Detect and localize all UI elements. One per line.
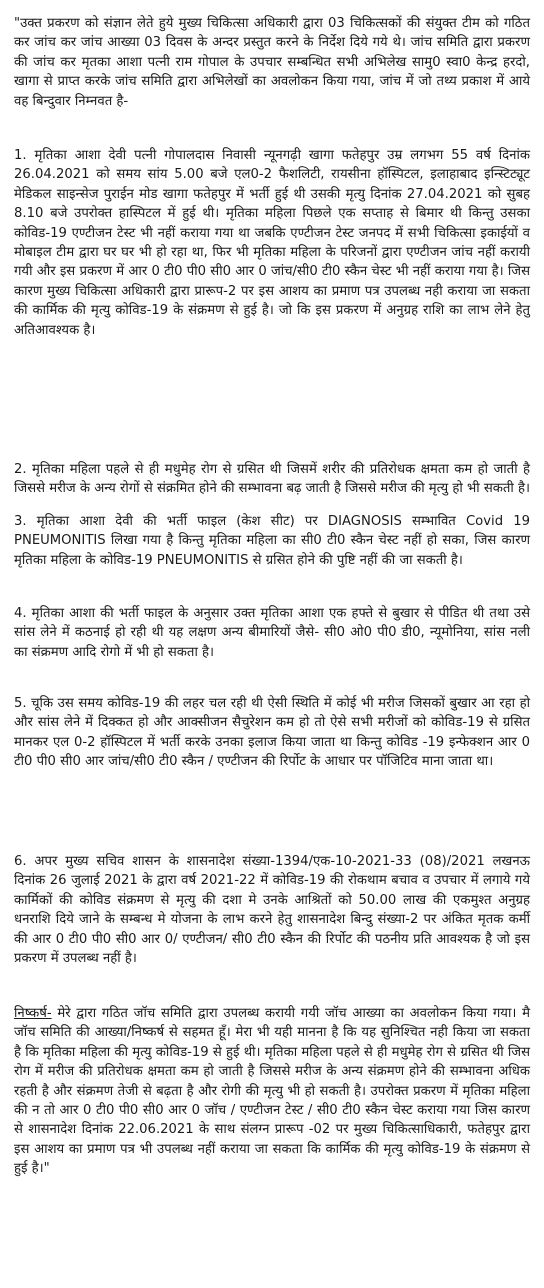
conclusion-label: निष्कर्ष- [14, 1006, 52, 1021]
conclusion-paragraph [14, 1004, 530, 1179]
point-3-paragraph: 3. मृतिका आशा देवी की भर्ती फाइल (केश सीट) पर DIAGNOSIS सम्भावित Covid 19 PNEUMONITIS लिखा गया है किन्तु मृतिका महिला का सी0 टी0 स्कैन चेस्ट नहीं हो सका, जिस कारण मृतिका महिला के कोविड-19 PNEUMONITIS से ग्रसित होने की पुष्टि नहीं की जा सकती है। [14, 514, 530, 568]
intro-paragraph: "उक्त प्रकरण को संज्ञान लेते हुये मुख्य चिकित्सा अधिकारी द्वारा 03 चिकित्सकों की संयुक्त टीम को गठित कर जांच कर जांच आख्या 03 दिवस के अन्दर प्रस्तुत करने के निर्देश दिये गये थे। जांच समिति द्वारा प्रकरण की जांच कर मृतका आशा पत्नी राम गोपाल के उपचार सम्बन्धित सभी अभिलेख सामु0 स्वा0 केन्द्र हरदो, खागा से प्राप्त करके जांच समिति द्वारा अभिलेखों का अवलोकन किया गया, जांच में जो तथ्य प्रकाश में आये वह बिन्दुवार निम्नवत है- [14, 16, 530, 109]
point-1-paragraph: 1. मृतिका आशा देवी पत्नी गोपालदास निवासी न्यूनगढ़ी खागा फतेहपुर उम्र लगभग 55 वर्ष दिनांक 26.04.2021 को समय सांय 5.00 बजे एल0-2 फैशलिटी, रायसीना हॉस्पिटल, इलाहाबाद इन्स्टिट्यूट मेडिकल साइन्सेज पुराईन मोड खागा फतेहपुर में भर्ती हुई थी उसकी मृत्यु दिनांक 27.04.2021 को सुबह 8.10 बजे उपरोक्त हास्पिटल में हुई थी। मृतिका महिला पिछले एक सप्ताह से बिमार थी किन्तु उसका कोविड-19 एण्टीजन टेस्ट भी नहीं कराया गया था जबकि एण्टीजन टेस्ट जनपद में सभी चिकित्सा इकाईयों व मोबाइल टीम द्वारा घर घर भी हो रहा था, फिर भी मृतिका महिला के परिजनों द्वारा एण्टीजन जांच नहीं करायी गयी और इस प्रकरण में आर 0 टी0 पी0 सी0 आर 0 जांच/सी0 टी0 स्कैन चेस्ट भी नहीं कराया गया है। जिस कारण मुख्य चिकित्सा अधिकारी द्वारा प्रारूप-2 पर इस आशय का प्रमाण पत्र उपलब्ध नही कराया जा सकता की कार्मिक की मृत्यु कोविड-19 के संक्रमण से हुई है। जो कि इस प्रकरण में अनुग्रह राशि का लाभ लेने हेतु अतिआवश्यक है। [14, 148, 530, 338]
point-5-paragraph: 5. चूकि उस समय कोविड-19 की लहर चल रही थी ऐसी स्थिति में कोई भी मरीज जिसकों बुखार आ रहा हो और सांस लेने में दिक्कत हो और आक्सीजन सैचुरेशन कम हो तो ऐसे सभी मरीजों को कोविड-19 से ग्रसित मानकर एल 0-2 हॉस्पिटल में भर्ती करके उनका इलाज किया जाता था किन्तु कोविड -19 इन्फेक्शन आर 0 टी0 पी0 सी0 आर जांच/सी0 टी0 स्कैन / एण्टीजन की रिर्पोट के आधार पर पॉजिटिव माना जाता था। [14, 696, 530, 770]
point-2-paragraph: 2. मृतिका महिला पहले से ही मधुमेह रोग से ग्रसित थी जिसमें शरीर की प्रतिरोधक क्षमता कम हो जाती है जिससे मरीज के अन्य रोगों से संक्रमित होने की सम्भावना बढ़ जाती है जिससे मरीज की मृत्यु हो भी सकती है। [14, 462, 531, 497]
point-4-paragraph: 4. मृतिका आशा की भर्ती फाइल के अनुसार उक्त मृतिका आशा एक हफ्ते से बुखार से पीडित थी तथा उसे सांस लेने में कठनाई हो रही थी यह लक्षण अन्य बीमारियों जैसे- सी0 ओ0 पी0 डी0, न्यूमोनिया, सांस नली का संक्रमण आदि रोगो में भी हो सकता है। [14, 606, 530, 660]
point-6-paragraph: 6. अपर मुख्य सचिव शासन के शासनादेश संख्या-1394/एक-10-2021-33 (08)/2021 लखनऊ दिनांक 26 जुलाई 2021 के द्वारा वर्ष 2021-22 में कोविड-19 की रोकथाम बचाव व उपचार में लगाये गये कार्मिकों की कोविड संक्रमण से मृत्यु की दशा मे उनके आश्रितों को 50.00 लाख की एकमुश्त अनुग्रह धनराशि दिये जाने के सम्बन्ध मे योजना के लाभ करने हेतु शासनादेश बिन्दु संख्या-2 पर अंकित मृतक कर्मी की आर 0 टी0 पी0 सी0 आर 0/ एण्टीजन/ सी0 टी0 स्कैन की रिर्पोट की पठनीय प्रति आवश्यक है जो इस प्रकरण में उपलब्ध नहीं है। [14, 854, 530, 967]
conclusion-text: मेरे द्वारा गठित जॉच समिति द्वारा उपलब्ध करायी गयी जॉच आख्या का अवलोकन किया गया। मै जॉच समिति की आख्या/निष्कर्ष से सहमत हूँ। मेरा भी यही मानना है कि यह सुनिश्चित नही किया जा सकता है कि मृतिका महिला की मृत्यु कोविड-19 से हुई थी। मृतिका महिला पहले से ही मधुमेह रोग से ग्रसित थी जिस रोग में मरीज की प्रतिरोधक क्षमता कम हो जाती है जिससे मरीज के अन्य संक्रमण होने की सम्भावना अधिक रहती है और संक्रमण तेजी से बढ़ता है और रोगी की मृत्यु भी हो सकती है। उपरोक्त प्रकरण में मृतिका महिला की न तो आर 0 टी0 पी0 सी0 आर 0 जॉच / एण्टीजन टेस्ट / सी0 टी0 स्कैन चेस्ट कराया गया जिस कारण से शासनादेश दिनांक 22.06.2021 के साथ संलग्न प्रारूप -02 पर मुख्य चिकित्साधिकारी, फतेहपुर द्वारा इस आशय का प्रमाण पत्र भी उपलब्ध नहीं कराया जा सकता कि कार्मिक की मृत्यु कोविड-19 के संक्रमण से हुई है।" [14, 1006, 530, 1177]
